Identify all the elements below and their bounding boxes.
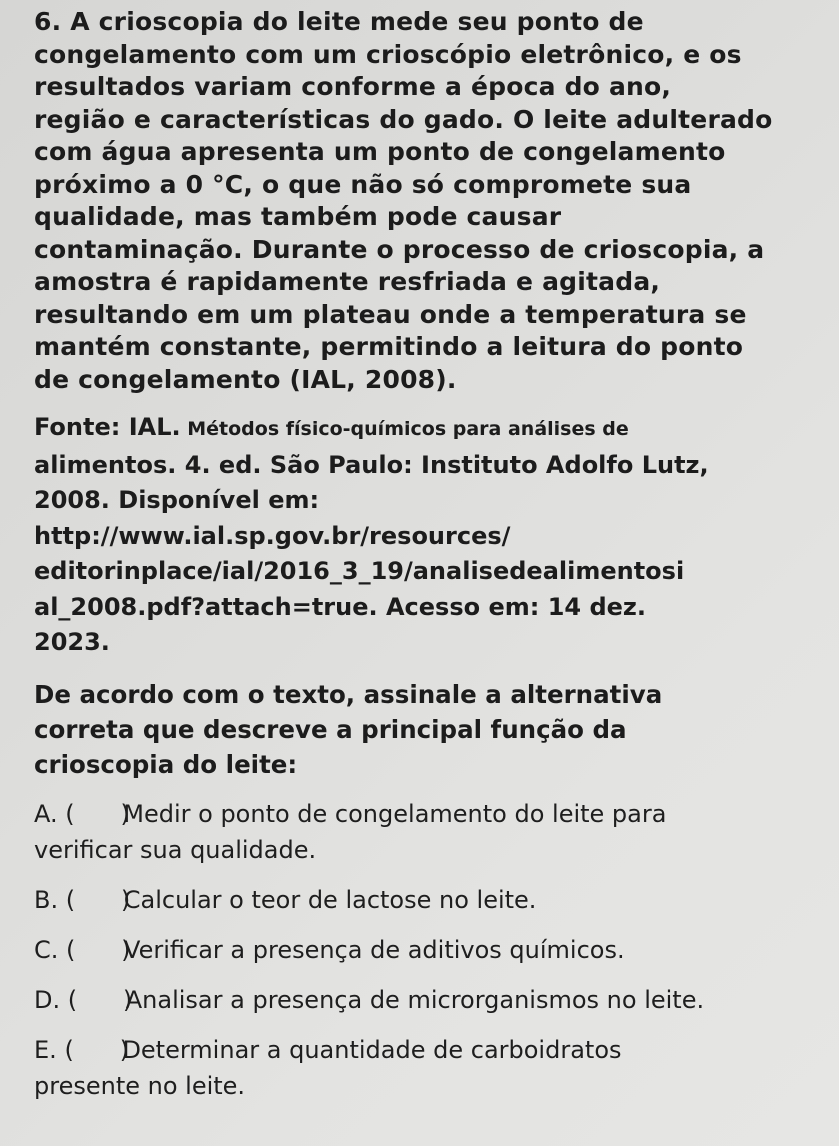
text-line: amostra é rapidamente resfriada e agitada, — [34, 267, 661, 296]
text-line: resultados variam conforme a época do ano, — [34, 72, 672, 101]
option-text: Analisar a presença de microrganismos no leite. — [125, 985, 705, 1014]
option-letter: B. — [34, 885, 59, 914]
source-line: 2008. Disponível em: — [34, 486, 320, 514]
answer-checkbox[interactable]: ( ) — [65, 885, 131, 914]
option-b[interactable] — [34, 882, 819, 918]
source-url-line: editorinplace/ial/2016_3_19/analisedealimentosi — [34, 557, 685, 585]
option-text: presente no leite. — [34, 1071, 246, 1100]
source-url-line: al_2008.pdf?attach=true. Acesso em: 14 dez. — [34, 592, 646, 621]
option-letter: A. — [34, 799, 58, 828]
answer-checkbox[interactable]: ( ) — [66, 935, 131, 964]
text-line: resultando em um plateau onde a temperatura se — [34, 299, 747, 329]
option-e[interactable] — [34, 1032, 819, 1104]
text-line: mantém constante, permitindo a leitura do ponto — [34, 332, 744, 361]
text-line: 6. A crioscopia do leite mede seu ponto de — [34, 7, 644, 36]
prompt-line: De acordo com o texto, assinale a alternativa — [34, 679, 663, 709]
text-line: contaminação. Durante o processo de crioscopia, a — [34, 234, 765, 264]
text-line: com água apresenta um ponto de congelamento — [34, 137, 726, 166]
source-title: Métodos físico-químicos para análises de — [180, 418, 629, 440]
source-line — [34, 410, 819, 448]
text-line: região e características do gado. O leite adulterado — [34, 104, 773, 134]
option-c[interactable] — [34, 932, 819, 968]
option-letter: C. — [34, 935, 59, 964]
source-line: 2023. — [34, 628, 110, 656]
option-a[interactable] — [34, 796, 819, 868]
answer-checkbox[interactable]: ( ) — [65, 799, 130, 828]
question-prompt — [34, 677, 819, 782]
option-text: Verificar a presença de aditivos químicos. — [124, 935, 625, 964]
text-line: de congelamento (IAL, 2008). — [34, 364, 457, 394]
option-text: Medir o ponto de congelamento do leite para — [123, 799, 667, 828]
text-line: congelamento com um crioscópio eletrônico, e os — [34, 39, 742, 69]
question-text — [34, 6, 819, 396]
source-url-line: http://www.ial.sp.gov.br/resources/ — [34, 521, 511, 550]
prompt-line: crioscopia do leite: — [34, 749, 298, 779]
option-d[interactable] — [34, 982, 819, 1018]
option-letter: D. — [34, 985, 61, 1014]
source-citation — [34, 410, 819, 661]
source-label: Fonte: IAL. — [34, 413, 181, 441]
option-letter: E. — [34, 1035, 57, 1064]
answer-options — [34, 796, 819, 1104]
text-line: qualidade, mas também pode causar — [34, 202, 562, 231]
answer-checkbox[interactable]: ( ) — [67, 985, 133, 1014]
option-text: Calcular o teor de lactose no leite. — [123, 885, 537, 914]
prompt-line: correta que descreve a principal função da — [34, 714, 627, 744]
answer-checkbox[interactable]: ( ) — [64, 1035, 129, 1064]
option-text: verificar sua qualidade. — [34, 835, 317, 864]
source-line: alimentos. 4. ed. São Paulo: Instituto Adolfo Lutz, — [34, 450, 709, 479]
option-text: Determinar a quantidade de carboidratos — [122, 1035, 622, 1064]
text-line: próximo a 0 °C, o que não só compromete sua — [34, 169, 692, 199]
